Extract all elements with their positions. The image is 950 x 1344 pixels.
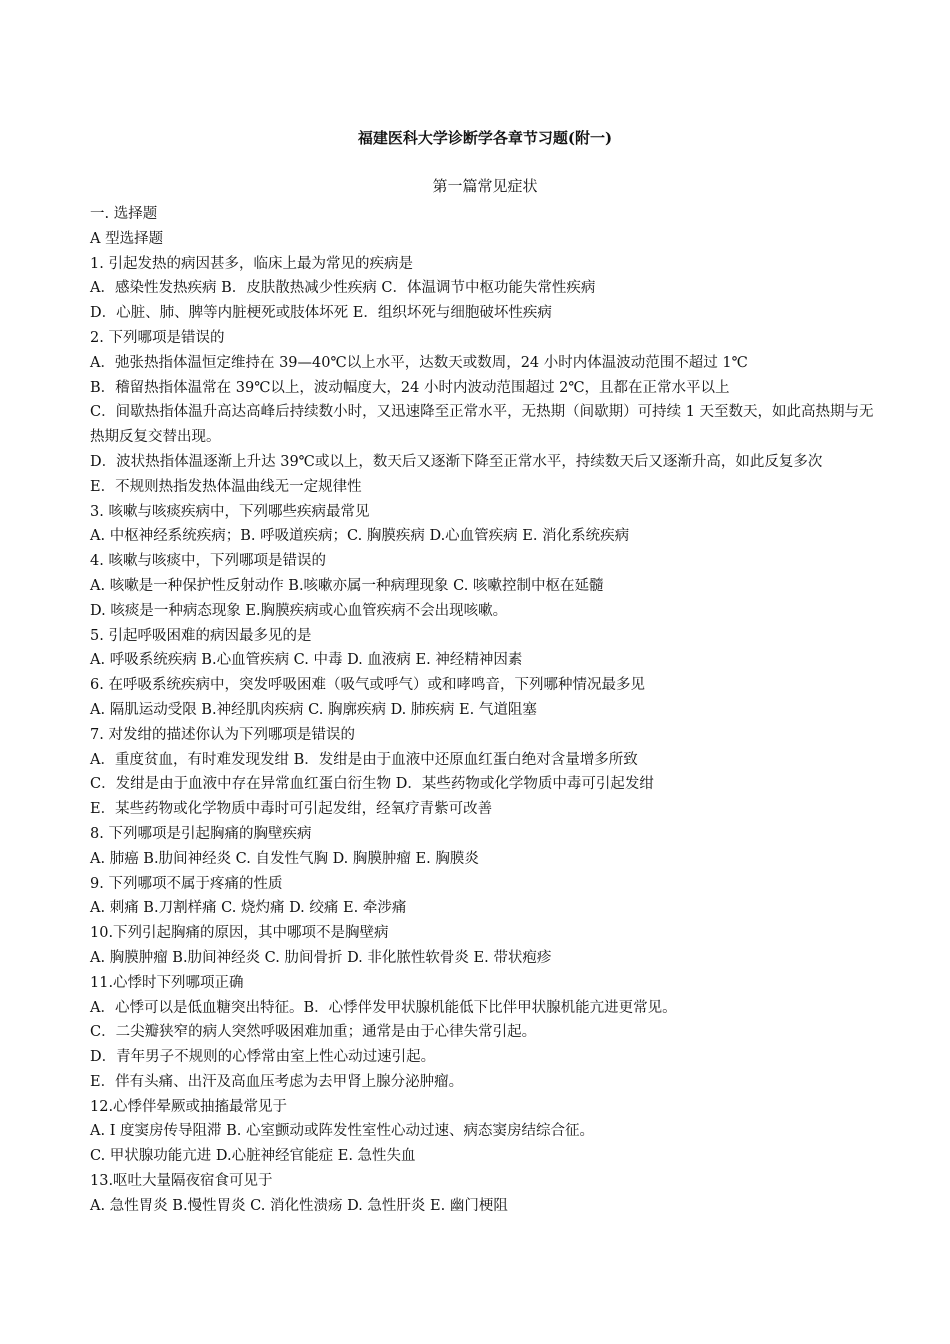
text-line: E．不规则热指发热体温曲线无一定规律性 bbox=[90, 478, 362, 495]
text-line: A. I 度窦房传导阻滞 B. 心室颤动或阵发性室性心动过速、病态窦房结综合征。 bbox=[90, 1123, 595, 1140]
text-line: E．某些药物或化学物质中毒时可引起发绀，经氧疗青紫可改善 bbox=[90, 801, 493, 818]
text-line: C．发绀是由于血液中存在异常血红蛋白衍生物 D．某些药物或化学物质中毒可引起发绀 bbox=[90, 776, 654, 793]
text-line: A．重度贫血，有时难发现发绀 B．发绀是由于血液中还原血红蛋白绝对含量增多所致 bbox=[90, 751, 638, 768]
text-line: A. 隔肌运动受限 B.神经肌肉疾病 C. 胸廓疾病 D. 肺疾病 E. 气道阻塞 bbox=[90, 701, 537, 718]
text-line: D．波状热指体温逐渐上升达 39℃或以上，数天后又逐渐下降至正常水平，持续数天后又逐渐升高，如此反复多次 bbox=[90, 453, 823, 470]
text-line: C．间歇热指体温升高达高峰后持续数小时，又迅速降至正常水平，无热期（间歇期）可持续 1 天至数天，如此高热期与无热期反复交替出现。 bbox=[90, 404, 874, 446]
text-line: A 型选择题 bbox=[90, 230, 164, 247]
text-line: 4. 咳嗽与咳痰中，下列哪项是错误的 bbox=[90, 553, 326, 570]
text-line: 1. 引起发热的病因甚多，临床上最为常见的疾病是 bbox=[90, 255, 413, 272]
text-line: A. 胸膜肿瘤 B.肋间神经炎 C. 肋间骨折 D. 非化脓性软骨炎 E. 带状疱疹 bbox=[90, 949, 552, 966]
text-line: C. 甲状腺功能亢进 D.心脏神经官能症 E. 急性失血 bbox=[90, 1148, 416, 1165]
text-line: A．心悸可以是低血糖突出特征。B．心悸伴发甲状腺机能低下比伴甲状腺机能亢进更常见。 bbox=[90, 999, 677, 1016]
text-line: B．稽留热指体温常在 39℃以上，波动幅度大，24 小时内波动范围超过 2℃，且都在正常水平以上 bbox=[90, 379, 730, 396]
text-line: A. 咳嗽是一种保护性反射动作 B.咳嗽亦属一种病理现象 C. 咳嗽控制中枢在延髓 bbox=[90, 577, 604, 594]
text-line: A. 刺痛 B.刀割样痛 C. 烧灼痛 D. 绞痛 E. 牵涉痛 bbox=[90, 900, 407, 917]
section-title: 第一篇常见症状 bbox=[432, 177, 538, 195]
text-line: A. 中枢神经系统疾病；B. 呼吸道疾病；C. 胸膜疾病 D.心血管疾病 E. 消化系统疾病 bbox=[90, 528, 630, 545]
text-line: A．感染性发热疾病 B．皮肤散热减少性疾病 C．体温调节中枢功能失常性疾病 bbox=[90, 280, 596, 297]
text-line: D. 咳痰是一种病态现象 E.胸膜疾病或心血管疾病不会出现咳嗽。 bbox=[90, 602, 508, 619]
text-line: 10.下列引起胸痛的原因，其中哪项不是胸壁病 bbox=[90, 925, 389, 942]
text-line: 2. 下列哪项是错误的 bbox=[90, 329, 225, 346]
text-line: 8. 下列哪项是引起胸痛的胸壁疾病 bbox=[90, 825, 312, 842]
text-line: 6. 在呼吸系统疾病中，突发呼吸困难（吸气或呼气）或和哮鸣音，下列哪种情况最多见 bbox=[90, 677, 645, 694]
text-line: 5. 引起呼吸困难的病因最多见的是 bbox=[90, 627, 312, 644]
text-line: 一. 选择题 bbox=[90, 206, 158, 222]
text-line: 3. 咳嗽与咳痰疾病中，下列哪些疾病最常见 bbox=[90, 503, 370, 520]
text-line: E．伴有头痛、出汗及高血压考虑为去甲肾上腺分泌肿瘤。 bbox=[90, 1073, 464, 1090]
text-line: 11.心悸时下列哪项正确 bbox=[90, 974, 244, 991]
text-line: 9. 下列哪项不属于疼痛的性质 bbox=[90, 875, 283, 892]
text-line: C．二尖瓣狭窄的病人突然呼吸困难加重；通常是由于心律失常引起。 bbox=[90, 1024, 537, 1041]
text-line: 12.心悸伴晕厥或抽搐最常见于 bbox=[90, 1098, 288, 1115]
question-list bbox=[90, 202, 880, 1219]
document-page bbox=[90, 128, 880, 1219]
text-line: 13.呕吐大量隔夜宿食可见于 bbox=[90, 1173, 273, 1190]
text-line: A．弛张热指体温恒定维持在 39—40℃以上水平，达数天或数周，24 小时内体温波动范围不超过 1℃ bbox=[90, 354, 748, 371]
text-line: 7. 对发绀的描述你认为下列哪项是错误的 bbox=[90, 726, 355, 743]
text-line: A. 急性胃炎 B.慢性胃炎 C. 消化性溃疡 D. 急性肝炎 E. 幽门梗阻 bbox=[90, 1197, 508, 1214]
text-line: D．青年男子不规则的心悸常由室上性心动过速引起。 bbox=[90, 1049, 436, 1066]
text-line: A. 呼吸系统疾病 B.心血管疾病 C. 中毒 D. 血液病 E. 神经精神因素 bbox=[90, 652, 523, 669]
text-line: A. 肺癌 B.肋间神经炎 C. 自发性气胸 D. 胸膜肿瘤 E. 胸膜炎 bbox=[90, 850, 479, 867]
document-title: 福建医科大学诊断学各章节习题(附一) bbox=[357, 129, 613, 147]
text-line: D．心脏、肺、脾等内脏梗死或肢体坏死 E．组织坏死与细胞破坏性疾病 bbox=[90, 305, 552, 322]
